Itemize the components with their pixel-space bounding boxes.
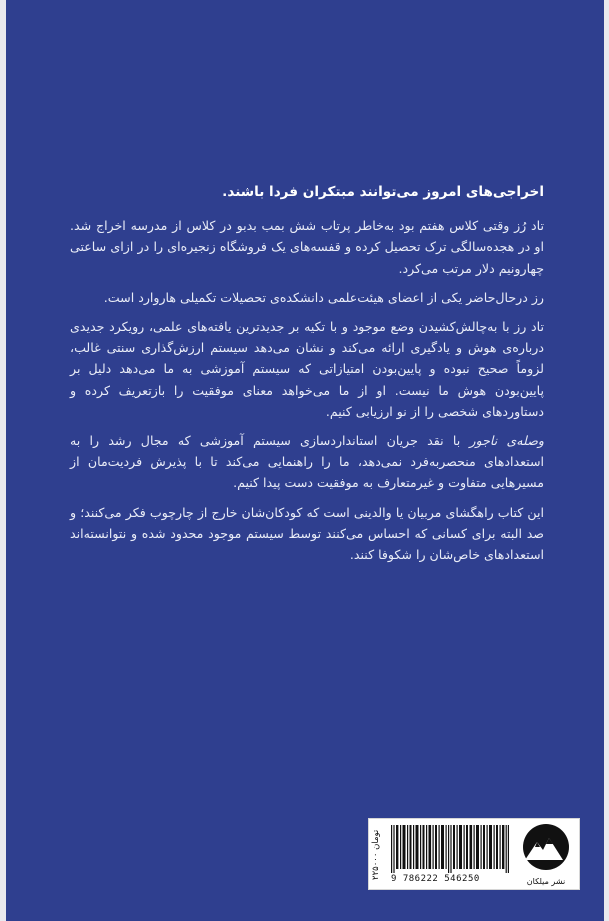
barcode-label (368, 818, 580, 890)
paragraph-4-rest: با نقد جریان استانداردسازی سیستم آموزشی که مجال رشد را به استعدادهای منحصربه‌فرد نمی‌دهد، ما را راهنمایی می‌کند تا با پذیرش فردیت‌مان از مسیرهایی متفاوت و غیرمتعارف به موفقیت دست پیدا کنیم. (70, 433, 544, 491)
isbn-digits: 9 786222 546250 (391, 874, 480, 884)
cover-edge-right (604, 0, 609, 921)
blurb-text-block (70, 182, 544, 573)
paragraph-1: تاد رُز وقتی کلاس هفتم بود به‌خاطر پرتاب شش بمب بدبو در کلاس از مدرسه اخراج شد. او در هجده‌سالگی ترک تحصیل کرده و قفسه‌های یک فروشگاه زنجیره‌ای را در ازای ساعتی چهارونیم دلار مرتب می‌کرد. (70, 218, 544, 276)
paragraph-4 (70, 430, 544, 494)
paragraph-5: این کتاب راهگشای مربیان یا والدینی است که کودکان‌شان خارج از چارچوب فکر می‌کنند؛ و صد البته برای کسانی که احساس می‌کنند توسط سیستم موجود محدود شده و نتوانسته‌اند استعدادهای خاص‌شان را شکوفا کنند. (70, 504, 544, 563)
paragraph-2: رز درحال‌حاضر یکی از اعضای هیئت‌علمی دانشکده‌ی تحصیلات تکمیلی هاروارد است. (103, 289, 544, 305)
publisher-name: نشر میلکان (526, 877, 566, 886)
price-text: ۲۲۵۰۰۰ تومان (371, 829, 381, 881)
book-back-cover (6, 0, 604, 921)
publisher-logo (515, 822, 577, 886)
book-title-italic: وصله‌ی ناجور (469, 433, 544, 449)
headline: اخراجی‌های امروز می‌توانند مبتکران فردا باشند. (222, 184, 544, 200)
mountain-logo-icon (515, 822, 577, 874)
paragraph-3: تاد رز با به‌چالش‌کشیدن وضع موجود و با تکیه بر جدیدترین یافته‌های علمی، رویکرد جدیدی درباره‌ی هوش و یادگیری ارائه می‌کند و نشان می‌دهد سیستم ارزش‌گذاری سنتی غالب، لزوماً صحیح نبوده و پایین‌بودن امتیازاتی که سیستم آموزشی به ما می‌دهد دلیل بر پایین‌بودن هوش ما نیست. او از ما می‌خواهد معنای موفقیت را بازتعریف کرده و دستاوردهای شخصی را از نو ارزیابی کنیم. (70, 319, 544, 419)
barcode-icon (391, 825, 509, 873)
